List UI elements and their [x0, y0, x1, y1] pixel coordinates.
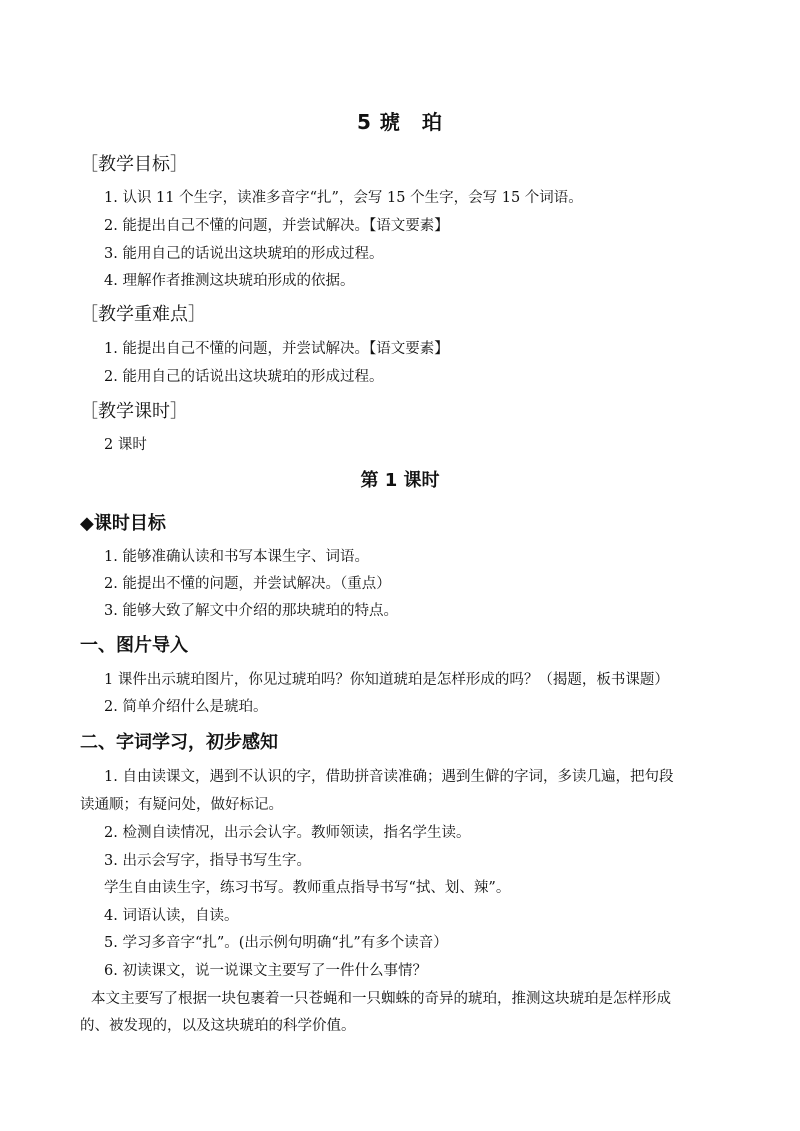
goal-item: 2. 能提出自己不懂的问题，并尝试解决。【语文要素】 [104, 218, 449, 234]
lesson-goal-item: 2. 能提出不懂的问题，并尝试解决。（重点） [104, 576, 391, 592]
part1-item: 2. 简单介绍什么是琥珀。 [104, 699, 268, 715]
part2-heading: 二、字词学习，初步感知 [80, 732, 278, 753]
part2-item4: 4. 词语认读，自读。 [104, 908, 239, 924]
key-point-item: 1. 能提出自己不懂的问题，并尝试解决。【语文要素】 [104, 341, 449, 357]
lesson-goal-item: 3. 能够大致了解文中介绍的那块琥珀的特点。 [104, 603, 398, 619]
part2-item3: 3. 出示会写字，指导书写生字。 [104, 853, 311, 869]
teaching-hours-value: 2 课时 [104, 437, 147, 453]
key-point-item: 2. 能用自己的话说出这块琥珀的形成过程。 [104, 369, 384, 385]
lesson1-title: 第 1 课时 [360, 470, 440, 491]
part2-item1-line1: 1. 自由读课文，遇到不认识的字，借助拼音读准确；遇到生僻的字词，多读几遍，把句段 [104, 769, 674, 785]
part2-item1-line2: 读通顺；有疑问处，做好标记。 [80, 797, 283, 813]
lesson-goal-item: 1. 能够准确认读和书写本课生字、词语。 [104, 549, 369, 565]
part1-item: 1 课件出示琥珀图片，你见过琥珀吗？你知道琥珀是怎样形成的吗？（揭题，板书课题） [104, 672, 669, 688]
goal-item: 4. 理解作者推测这块琥珀形成的依据。 [104, 273, 355, 289]
part2-answer-line1: 本文主要写了根据一块包裹着一只苍蝇和一只蜘蛛的奇异的琥珀，推测这块琥珀是怎样形成 [91, 991, 671, 1007]
goal-item: 3. 能用自己的话说出这块琥珀的形成过程。 [104, 246, 384, 262]
part2-item3-note: 学生自由读生字，练习书写。教师重点指导书写“拭、划、辣”。 [104, 880, 511, 896]
part2-item5: 5. 学习多音字“扎”。(出示例句明确“扎”有多个读音） [104, 935, 448, 951]
part2-answer-line2: 的、被发现的，以及这块琥珀的科学价值。 [80, 1018, 356, 1034]
key-points-heading: ［教学重难点］ [80, 304, 206, 325]
teaching-hours-heading: ［教学课时］ [80, 401, 188, 422]
goal-item: 1. 认识 11 个生字，读准多音字“扎”，会写 15 个生字，会写 15 个词语。 [104, 190, 583, 206]
part2-item6: 6. 初读课文，说一说课文主要写了一件什么事情？ [104, 963, 427, 979]
part2-item2: 2. 检测自读情况，出示会认字。教师领读，指名学生读。 [104, 825, 471, 841]
teaching-goals-heading: ［教学目标］ [80, 154, 188, 175]
lesson-title: 5 琥 珀 [357, 110, 443, 134]
part1-heading: 一、图片导入 [80, 635, 188, 656]
lesson-goals-heading: ◆课时目标 [80, 513, 166, 534]
